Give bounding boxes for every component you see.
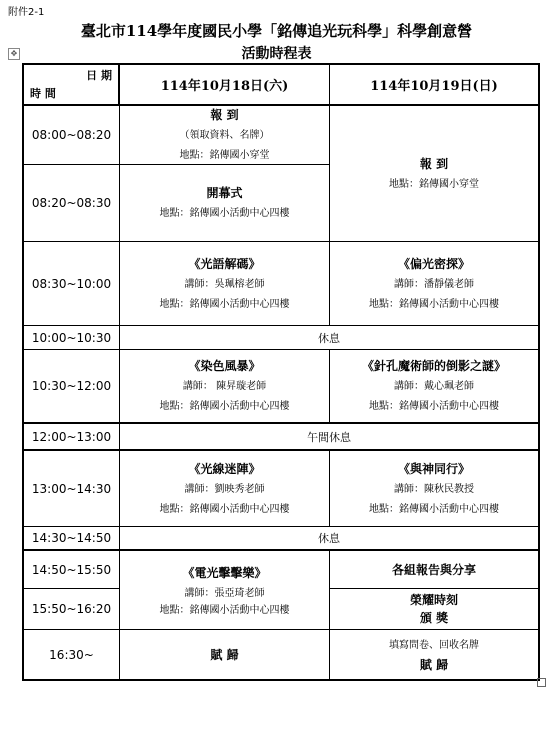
header-corner-cell: [24, 65, 120, 106]
activity-place: 地點：銘傳國小活動中心四樓: [159, 605, 290, 616]
activity-place: 地點：銘傳國小活動中心四樓: [159, 208, 290, 219]
time-text: 13:00~14:30: [31, 481, 112, 496]
time-cell: [24, 527, 120, 551]
activity-place: 地點：銘傳國小活動中心四樓: [369, 503, 499, 515]
schedule-table: [22, 63, 540, 681]
day2-session3-cell: [330, 451, 538, 527]
activity-teacher: 講師：陳秋民教授: [394, 483, 474, 495]
day2-report-cell: [330, 551, 538, 589]
header-day2: [330, 65, 538, 106]
time-cell: [24, 551, 120, 589]
activity-teacher: 講師：吳珮榕老師: [184, 278, 265, 290]
activity-title: 榮耀時刻: [409, 593, 458, 607]
activity-title: 《電光擊擊樂》: [182, 566, 267, 580]
time-cell: [24, 106, 120, 165]
activity-title: 賦 歸: [210, 647, 239, 662]
activity-place: 地點：銘傳國小活動中心四樓: [159, 503, 290, 515]
activity-title: 各組報告與分享: [391, 562, 476, 577]
activity-title: 《光線迷陣》: [188, 461, 261, 476]
day1-opening-cell: [120, 165, 330, 242]
activity-place: 地點：銘傳國小穿堂: [179, 150, 270, 161]
header-time-label: 時 間: [30, 87, 56, 100]
activity-title: 報 到: [419, 156, 449, 171]
day2-session2-cell: [330, 350, 538, 424]
activity-note: 填寫問卷、回收名牌: [389, 639, 479, 651]
time-cell: [24, 451, 120, 527]
time-text: 08:00~08:20: [31, 128, 112, 142]
time-text: 08:30~10:00: [31, 276, 112, 291]
day1-session1-cell: [120, 242, 330, 326]
activity-place: 地點：銘傳國小穿堂: [389, 178, 479, 190]
header-day1-text: 114年10月18日(六): [160, 79, 289, 94]
activity-title: 賦 歸: [419, 657, 449, 672]
attachment-label: 附件2-1: [8, 7, 45, 18]
day1-session3-cell: [120, 451, 330, 527]
break-cell: [120, 326, 538, 350]
day2-checkin-cell: [330, 106, 538, 242]
lunch-cell: [120, 424, 538, 451]
activity-teacher: 講師：張亞琦老師: [184, 588, 265, 599]
time-text: 14:30~14:50: [31, 531, 112, 545]
time-cell: [24, 589, 120, 630]
day1-session2-cell: [120, 350, 330, 424]
header-day2-text: 114年10月19日(日): [370, 79, 498, 94]
activity-place: 地點：銘傳國小活動中心四樓: [369, 401, 499, 412]
time-cell: [24, 350, 120, 424]
time-cell: [24, 326, 120, 350]
activity-subtitle: 頒 獎: [419, 611, 449, 625]
activity-title: 《光語解碼》: [188, 256, 261, 271]
time-cell: [24, 424, 120, 451]
activity-teacher: 講師：戴心珮老師: [394, 381, 474, 392]
lunch-text: 午間休息: [307, 430, 351, 444]
day2-closing-cell: [330, 630, 538, 679]
header-date-label: 日 期: [86, 69, 112, 82]
break-cell: [120, 527, 538, 551]
table-resize-handle[interactable]: [537, 678, 546, 687]
document-title: 臺北市114學年度國民小學「銘傳追光玩科學」科學創意營: [80, 22, 473, 40]
activity-title: 《針孔魔術師的倒影之謎》: [361, 359, 506, 373]
activity-title: 《與神同行》: [397, 461, 470, 476]
time-text: 15:50~16:20: [31, 602, 112, 616]
time-text: 12:00~13:00: [31, 429, 112, 444]
time-cell: [24, 165, 120, 242]
break-text: 休息: [318, 532, 340, 545]
activity-title: 開幕式: [206, 186, 243, 200]
activity-note: （領取資料、名牌）: [179, 130, 270, 141]
activity-title: 《偏光密探》: [397, 256, 470, 271]
time-cell: [24, 242, 120, 326]
time-text: 14:50~15:50: [31, 562, 112, 577]
day1-closing-cell: [120, 630, 330, 679]
time-cell: [24, 630, 120, 679]
activity-title: 報 到: [210, 108, 239, 122]
activity-place: 地點：銘傳國小活動中心四樓: [159, 401, 290, 412]
time-text: 16:30~: [49, 647, 94, 662]
time-text: 10:00~10:30: [31, 330, 112, 345]
document-subtitle: 活動時程表: [241, 46, 312, 62]
header-day1: [120, 65, 330, 106]
activity-teacher: 講師： 陳昇璇老師: [182, 381, 267, 392]
activity-place: 地點：銘傳國小活動中心四樓: [159, 298, 290, 310]
break-text: 休息: [318, 331, 340, 345]
time-text: 10:30~12:00: [31, 379, 112, 393]
activity-place: 地點：銘傳國小活動中心四樓: [369, 298, 499, 310]
day2-award-cell: [330, 589, 538, 630]
day1-checkin-cell: [120, 106, 330, 165]
day1-session4-cell: [120, 551, 330, 630]
time-text: 08:20~08:30: [31, 196, 112, 210]
activity-teacher: 講師：潘靜儀老師: [394, 278, 474, 290]
activity-title: 《染色風暴》: [188, 359, 261, 373]
table-move-handle-icon[interactable]: ✥: [8, 48, 20, 60]
activity-teacher: 講師：劉映秀老師: [184, 483, 265, 495]
day2-session1-cell: [330, 242, 538, 326]
